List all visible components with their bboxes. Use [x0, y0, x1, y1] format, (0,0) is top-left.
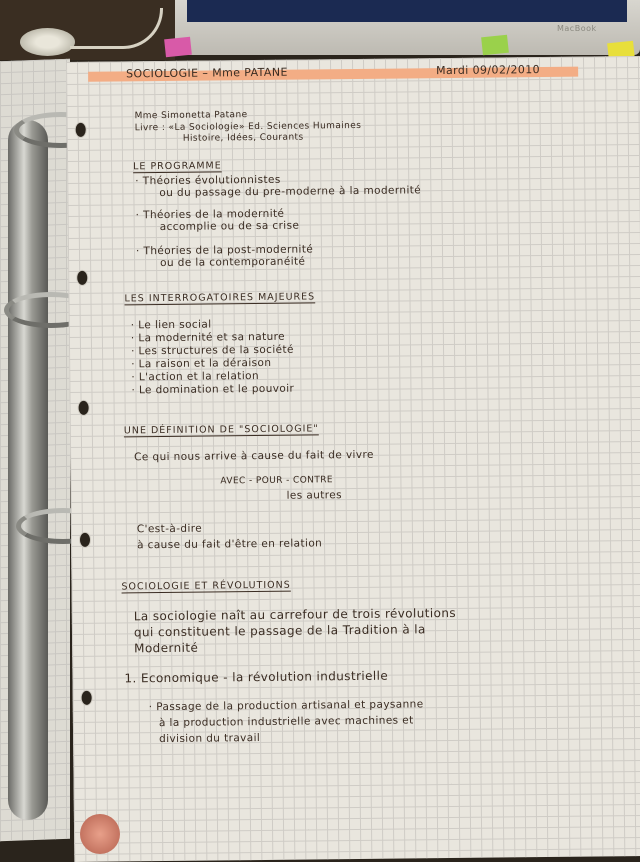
punch-hole	[79, 532, 91, 548]
teacher-name: Mme Simonetta Patane	[134, 110, 248, 122]
definition-line: AVEC - POUR - CONTRE	[220, 475, 333, 487]
programme-item: · Théories de la modernité	[136, 208, 285, 222]
punch-hole	[75, 122, 87, 138]
definition-line: Ce qui nous arrive à cause du fait de vivre	[134, 448, 374, 464]
revolutions-paragraph: La sociologie naît au carrefour de trois révolutions	[133, 605, 457, 624]
punch-hole	[76, 270, 88, 286]
definition-line: les autres	[286, 489, 343, 502]
interrogatoire-item: · Le lien social	[131, 318, 212, 331]
interrogatoire-item: · Le domination et le pouvoir	[131, 383, 294, 397]
definition-line: C'est-à-dire	[136, 522, 203, 536]
binder-spine	[8, 120, 48, 820]
revolutions-paragraph: qui constituent le passage de la Tradition à la	[133, 622, 426, 640]
programme-item: · Théories évolutionnistes	[135, 174, 281, 188]
laptop-screen	[187, 0, 627, 22]
cable-reel	[20, 28, 75, 56]
programme-item: · Théories de la post-modernité	[136, 243, 313, 257]
fingertip	[80, 814, 120, 854]
revolutions-paragraph: Modernité	[134, 640, 199, 656]
section-title-programme: LE PROGRAMME	[133, 160, 222, 173]
header-course: SOCIOLOGIE – Mme PATANE	[126, 65, 288, 81]
laptop	[175, 0, 640, 55]
revolution-subpoint: à la production industrielle avec machines et	[158, 714, 414, 730]
section-title-interrogatoires: LES INTERROGATOIRES MAJEURES	[124, 291, 316, 305]
revolution-subpoint: · Passage de la production artisanal et paysanne	[149, 698, 424, 713]
section-title-definition: UNE DÉFINITION DE "SOCIOLOGIE"	[123, 423, 319, 437]
header-date: Mardi 09/02/2010	[436, 63, 541, 78]
punch-hole	[81, 690, 93, 706]
programme-item: ou du passage du pre-moderne à la modernité	[159, 184, 422, 200]
interrogatoire-item: · L'action et la relation	[131, 370, 259, 383]
interrogatoire-item: · Les structures de la société	[131, 344, 294, 358]
book-subtitle: Histoire, Idées, Courants	[182, 132, 304, 144]
punch-hole	[78, 400, 90, 416]
green-sticky-note	[481, 35, 509, 56]
pink-sticky-note	[164, 37, 192, 58]
programme-item: ou de la contemporanéité	[160, 255, 306, 270]
revolution-point: 1. Economique - la révolution industrielle	[124, 668, 389, 686]
interrogatoire-item: · La modernité et sa nature	[131, 331, 285, 345]
section-title-revolutions: SOCIOLOGIE ET RÉVOLUTIONS	[121, 579, 291, 593]
revolution-subpoint: division du travail	[159, 732, 261, 746]
definition-line: à cause du fait d'être en relation	[137, 537, 323, 552]
notebook-sheet	[66, 56, 640, 862]
book-reference: Livre : «La Sociologie» Ed. Sciences Humaines	[134, 120, 362, 134]
programme-item: accomplie ou de sa crise	[159, 219, 300, 234]
laptop-brand-label: MacBook	[557, 24, 597, 33]
interrogatoire-item: · La raison et la déraison	[131, 357, 271, 370]
